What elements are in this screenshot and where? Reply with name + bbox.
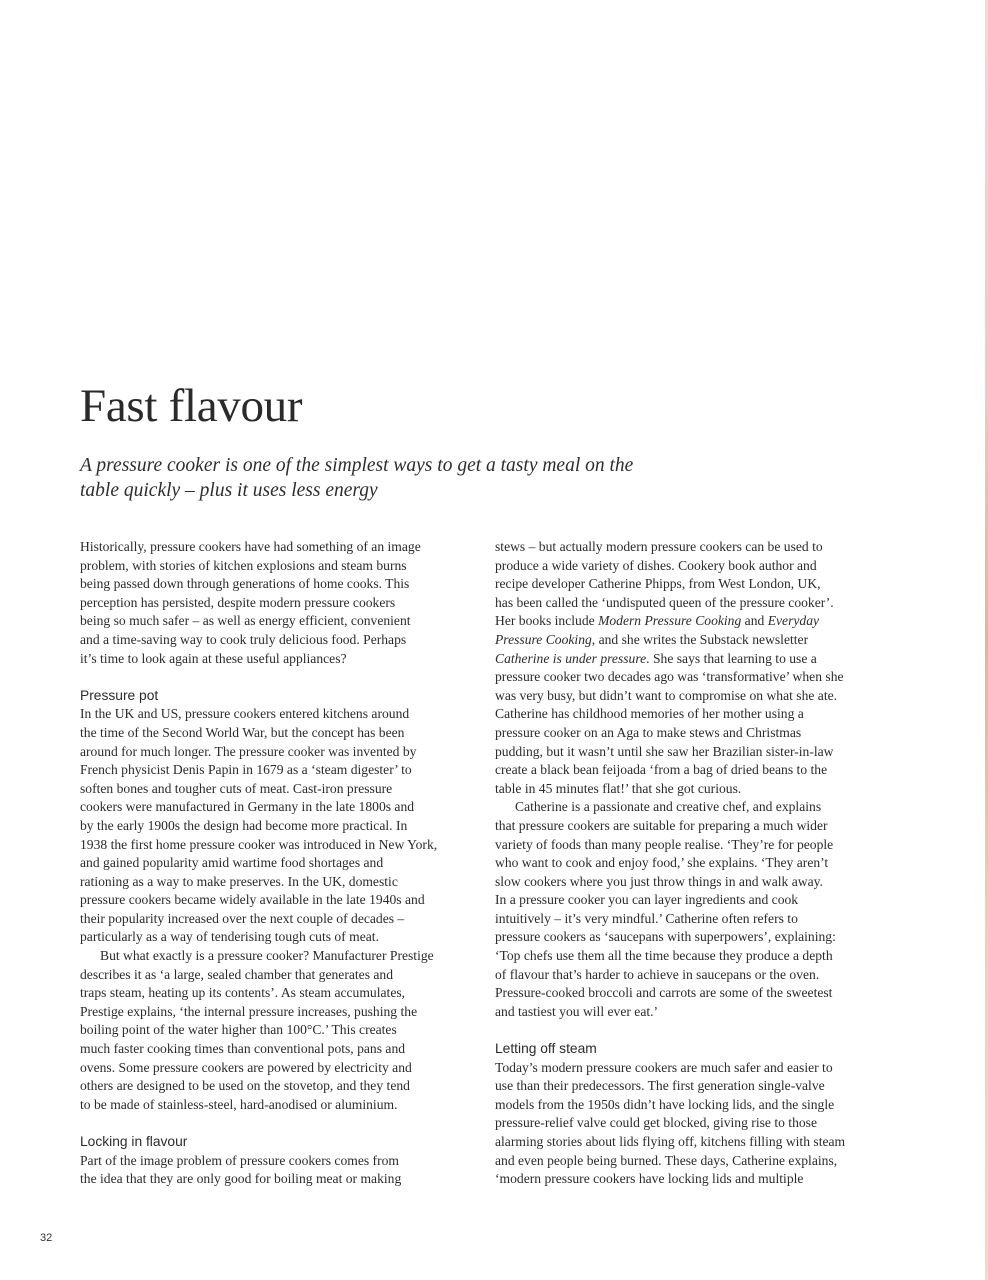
text-line: others are designed to be used on the stovetop, and they tend bbox=[80, 1078, 410, 1094]
right-column bbox=[495, 538, 895, 1189]
body-paragraph-continued bbox=[495, 538, 895, 798]
intro-paragraph bbox=[80, 538, 480, 668]
text-line: soften bones and tougher cuts of meat. Cast-iron pressure bbox=[80, 780, 393, 796]
text-line: by the early 1900s the design had become more practical. In bbox=[80, 817, 408, 833]
book-title-pressure-cooking-part: Pressure Cooking bbox=[495, 631, 592, 647]
text-line bbox=[495, 612, 895, 631]
body-paragraph bbox=[495, 798, 895, 1021]
text-line: recipe developer Catherine Phipps, from West London, UK, bbox=[495, 576, 821, 592]
text-line: variety of foods than many people realise. ‘They’re for people bbox=[495, 836, 834, 852]
text-line: describes it as ‘a large, sealed chamber that generates and bbox=[80, 966, 394, 982]
text-line: pressure cookers as ‘saucepans with superpowers’, explaining: bbox=[495, 929, 836, 945]
section-heading-pressure-pot: Pressure pot bbox=[80, 687, 159, 703]
text-line: and tastiest you will ever eat.’ bbox=[495, 1003, 659, 1019]
text-line: pressure cooker two decades ago was ‘transformative’ when she bbox=[495, 669, 844, 685]
text-line: pressure cooker on an Aga to make stews and Christmas bbox=[495, 724, 802, 740]
page-number: 32 bbox=[40, 1232, 53, 1244]
body-paragraph bbox=[80, 705, 480, 947]
text-line: Catherine has childhood memories of her mother using a bbox=[495, 706, 804, 722]
body-paragraph bbox=[495, 1059, 895, 1189]
book-title-everyday-part: Everyday bbox=[767, 613, 820, 629]
text-line: use than their predecessors. The first generation single-valve bbox=[495, 1078, 825, 1094]
text-line bbox=[495, 631, 895, 650]
text-line: has been called the ‘undisputed queen of the pressure cooker’. bbox=[495, 594, 834, 610]
text-line: problem, with stories of kitchen explosions and steam burns bbox=[80, 557, 407, 573]
text-line: traps steam, heating up its contents’. As steam accumulates, bbox=[80, 985, 406, 1001]
text-line: table in 45 minutes flat!’ that she got curious. bbox=[495, 780, 742, 796]
text-line: In a pressure cooker you can layer ingredients and cook bbox=[495, 892, 799, 908]
text-line: and gained popularity amid wartime food shortages and bbox=[80, 855, 384, 871]
text-line: their popularity increased over the next couple of decades – bbox=[80, 910, 405, 926]
text-line: Today’s modern pressure cookers are much safer and easier to bbox=[495, 1059, 833, 1075]
text-line: of flavour that’s harder to achieve in saucepans or the oven. bbox=[495, 966, 820, 982]
text-line: Pressure-cooked broccoli and carrots are some of the sweetest bbox=[495, 985, 833, 1001]
text-line: the time of the Second World War, but the concept has been bbox=[80, 724, 405, 740]
standfirst-line: table quickly – plus it uses less energy bbox=[80, 480, 378, 501]
section-heading-letting-off-steam: Letting off steam bbox=[495, 1041, 597, 1057]
text-line: ‘modern pressure cookers have locking lids and multiple bbox=[495, 1171, 804, 1187]
text-line: it’s time to look again at these useful appliances? bbox=[80, 650, 347, 666]
text-run: , and she writes the Substack newsletter bbox=[591, 631, 809, 647]
text-line: alarming stories about lids flying off, kitchens filling with steam bbox=[495, 1134, 846, 1149]
text-run: . She says that learning to use a bbox=[646, 650, 817, 666]
text-line: produce a wide variety of dishes. Cookery book author and bbox=[495, 557, 817, 573]
text-line: being passed down through generations of home cooks. This bbox=[80, 576, 410, 592]
text-line: the idea that they are only good for boiling meat or making bbox=[80, 1171, 402, 1187]
text-line: Prestige explains, ‘the internal pressure increases, pushing the bbox=[80, 1003, 418, 1019]
text-line: In the UK and US, pressure cookers entered kitchens around bbox=[80, 706, 410, 722]
text-line: models from the 1950s didn’t have locking lids, and the single bbox=[495, 1096, 835, 1112]
text-run: Her books include bbox=[495, 613, 599, 629]
text-line: stews – but actually modern pressure cookers can be used to bbox=[495, 539, 823, 554]
body-paragraph bbox=[80, 947, 480, 1114]
text-line: intuitively – it’s very mindful.’ Catherine often refers to bbox=[495, 910, 798, 926]
book-title-modern-pressure-cooking: Modern Pressure Cooking bbox=[598, 613, 742, 629]
text-line: Part of the image problem of pressure cookers comes from bbox=[80, 1152, 399, 1168]
text-line: around for much longer. The pressure cooker was invented by bbox=[80, 743, 417, 759]
newsletter-title: Catherine is under pressure bbox=[495, 650, 647, 666]
text-line: But what exactly is a pressure cooker? Manufacturer Prestige bbox=[100, 948, 434, 964]
text-line: to be made of stainless-steel, hard-anodised or aluminium. bbox=[80, 1096, 398, 1112]
body-paragraph bbox=[80, 1152, 480, 1189]
text-line: cookers were manufactured in Germany in the late 1800s and bbox=[80, 799, 415, 815]
text-line: slow cookers where you just throw things in and walk away. bbox=[495, 873, 823, 889]
text-run: and bbox=[741, 613, 768, 629]
left-column bbox=[80, 538, 480, 1189]
text-line: who want to cook and enjoy food,’ she explains. ‘They aren’t bbox=[495, 855, 829, 871]
text-line: that pressure cookers are suitable for preparing a much wider bbox=[495, 817, 828, 833]
text-line: was very busy, but didn’t want to compromise on what she ate. bbox=[495, 687, 838, 703]
text-line: Historically, pressure cookers have had something of an image bbox=[80, 539, 421, 554]
text-line: Catherine is a passionate and creative chef, and explains bbox=[515, 799, 822, 815]
article-title: Fast flavour bbox=[80, 380, 303, 432]
standfirst-line: A pressure cooker is one of the simplest ways to get a tasty meal on the bbox=[80, 455, 634, 476]
text-line: 1938 the first home pressure cooker was introduced in New York, bbox=[80, 836, 438, 852]
text-line: ‘Top chefs use them all the time because they produce a depth bbox=[495, 948, 833, 964]
text-line: boiling point of the water higher than 100°C.’ This creates bbox=[80, 1022, 397, 1038]
text-line: particularly as a way of tenderising tough cuts of meat. bbox=[80, 929, 379, 945]
article-standfirst bbox=[80, 453, 680, 503]
text-line: rationing as a way to make preserves. In the UK, domestic bbox=[80, 873, 398, 889]
text-line: pressure cookers became widely available in the late 1940s and bbox=[80, 892, 425, 908]
text-line: and a time-saving way to cook truly delicious food. Perhaps bbox=[80, 631, 407, 647]
text-line: create a black bean feijoada ‘from a bag of dried beans to the bbox=[495, 762, 828, 778]
section-heading-locking-in-flavour: Locking in flavour bbox=[80, 1134, 188, 1149]
text-line: ovens. Some pressure cookers are powered by electricity and bbox=[80, 1059, 412, 1075]
text-line bbox=[495, 650, 895, 669]
text-line: French physicist Denis Papin in 1679 as a ‘steam digester’ to bbox=[80, 762, 412, 778]
text-line: perception has persisted, despite modern pressure cookers bbox=[80, 594, 396, 610]
text-line: being so much safer – as well as energy efficient, convenient bbox=[80, 613, 411, 629]
text-line: much faster cooking times than conventional pots, pans and bbox=[80, 1041, 406, 1057]
text-line: pudding, but it wasn’t until she saw her Brazilian sister-in-law bbox=[495, 743, 834, 759]
text-line: pressure-relief valve could get blocked, giving rise to those bbox=[495, 1115, 817, 1131]
text-line: and even people being burned. These days, Catherine explains, bbox=[495, 1152, 838, 1168]
